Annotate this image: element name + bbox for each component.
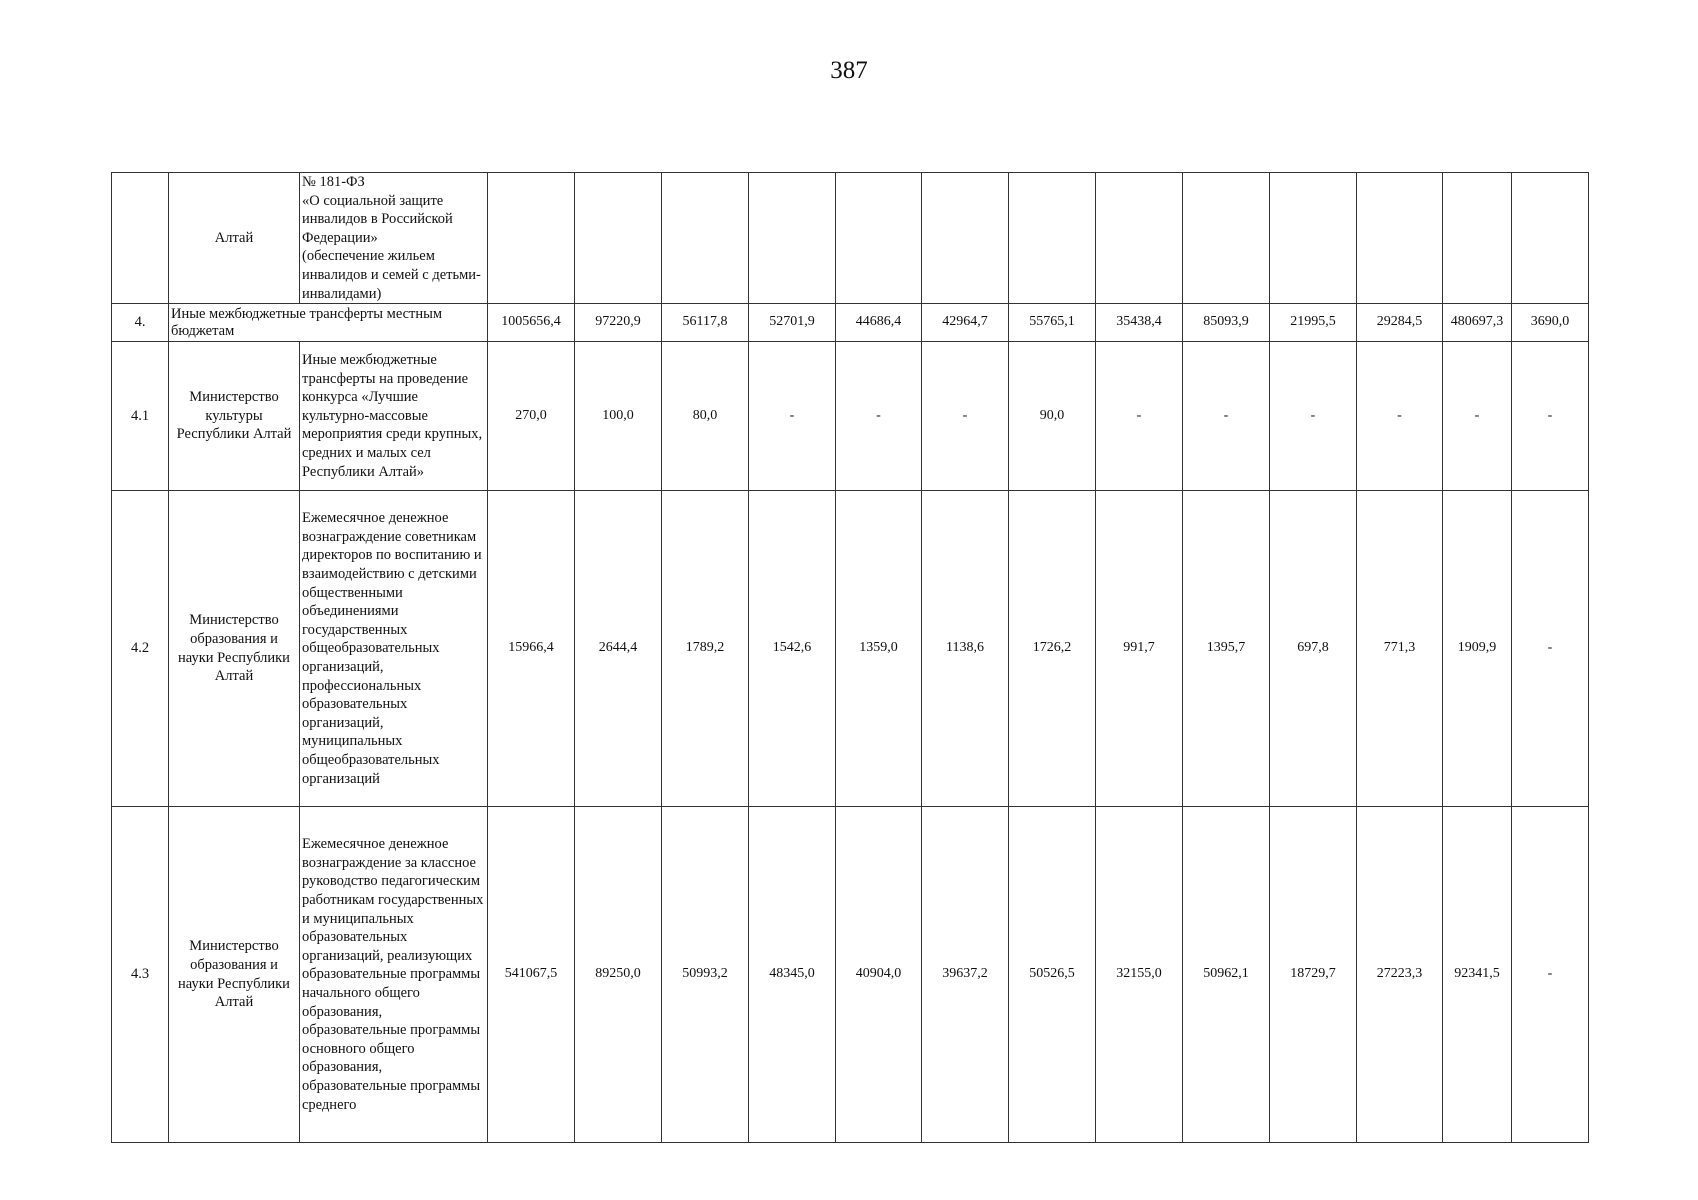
value-cell: - <box>749 342 836 491</box>
value-cell: - <box>922 342 1009 491</box>
value-cell: 55765,1 <box>1009 304 1096 342</box>
value-cell: 991,7 <box>1096 491 1183 807</box>
value-cell: 1789,2 <box>662 491 749 807</box>
value-cell: 541067,5 <box>488 807 575 1143</box>
description-cell: № 181-ФЗ «О социальной защите инвалидов в Российской Федерации» (обеспечение жильем инвалидов и семей с детьми-инвалидами) <box>300 173 488 304</box>
value-cell: 27223,3 <box>1357 807 1443 1143</box>
value-cell: 21995,5 <box>1270 304 1357 342</box>
table-row-4-3 <box>112 807 1589 1143</box>
value-cell <box>1096 173 1183 304</box>
value-cell: 32155,0 <box>1096 807 1183 1143</box>
value-cell: 270,0 <box>488 342 575 491</box>
value-cell: - <box>1443 342 1512 491</box>
value-cell: 771,3 <box>1357 491 1443 807</box>
value-cell: 80,0 <box>662 342 749 491</box>
value-cell: 3690,0 <box>1512 304 1589 342</box>
value-cell: 50962,1 <box>1183 807 1270 1143</box>
value-cell: 480697,3 <box>1443 304 1512 342</box>
value-cell: - <box>1270 342 1357 491</box>
value-cell: 697,8 <box>1270 491 1357 807</box>
value-cell: 92341,5 <box>1443 807 1512 1143</box>
ministry-cell: Министерство образования и науки Республики Алтай <box>169 491 300 807</box>
value-cell: 97220,9 <box>575 304 662 342</box>
row-number: 4.3 <box>112 807 169 1143</box>
description-cell: Ежемесячное денежное вознаграждение за классное руководство педагогическим работникам государственных и муниципальных образовательных организаций, реализующих образовательные программы начального общего образования, образовательные программы основного общего образования, образовательные программы среднего <box>300 807 488 1143</box>
ministry-cell: Министерство культуры Республики Алтай <box>169 342 300 491</box>
value-cell: 29284,5 <box>1357 304 1443 342</box>
value-cell: 85093,9 <box>1183 304 1270 342</box>
value-cell <box>836 173 922 304</box>
value-cell: 1726,2 <box>1009 491 1096 807</box>
value-cell: 35438,4 <box>1096 304 1183 342</box>
row-number: 4.2 <box>112 491 169 807</box>
value-cell: 100,0 <box>575 342 662 491</box>
value-cell: 1395,7 <box>1183 491 1270 807</box>
value-cell: 1138,6 <box>922 491 1009 807</box>
value-cell: - <box>1357 342 1443 491</box>
row-number <box>112 173 169 304</box>
value-cell <box>575 173 662 304</box>
value-cell: 56117,8 <box>662 304 749 342</box>
value-cell <box>922 173 1009 304</box>
table-row-4-2 <box>112 491 1589 807</box>
page-number: 387 <box>830 57 868 84</box>
value-cell: 15966,4 <box>488 491 575 807</box>
table-row-continued <box>112 173 1589 304</box>
row-title: Иные межбюджетные трансферты местным бюджетам <box>169 304 488 342</box>
value-cell: - <box>1512 342 1589 491</box>
description-cell: Иные межбюджетные трансферты на проведение конкурса «Лучшие культурно-массовые мероприятия среди крупных, средних и малых сел Республики Алтай» <box>300 342 488 491</box>
value-cell <box>1443 173 1512 304</box>
value-cell: 52701,9 <box>749 304 836 342</box>
value-cell: 42964,7 <box>922 304 1009 342</box>
value-cell: - <box>1512 807 1589 1143</box>
value-cell: 1542,6 <box>749 491 836 807</box>
value-cell <box>749 173 836 304</box>
value-cell <box>1183 173 1270 304</box>
value-cell <box>1009 173 1096 304</box>
value-cell <box>662 173 749 304</box>
value-cell <box>1357 173 1443 304</box>
value-cell: 1909,9 <box>1443 491 1512 807</box>
value-cell: 1005656,4 <box>488 304 575 342</box>
value-cell: 1359,0 <box>836 491 922 807</box>
table-row-4-1 <box>112 342 1589 491</box>
budget-table <box>111 172 1589 1143</box>
row-number: 4.1 <box>112 342 169 491</box>
value-cell: 39637,2 <box>922 807 1009 1143</box>
value-cell: 90,0 <box>1009 342 1096 491</box>
value-cell: - <box>1183 342 1270 491</box>
value-cell: 89250,0 <box>575 807 662 1143</box>
table-row-4 <box>112 304 1589 342</box>
value-cell <box>488 173 575 304</box>
value-cell: 40904,0 <box>836 807 922 1143</box>
value-cell: 50993,2 <box>662 807 749 1143</box>
table-body <box>112 173 1589 1143</box>
value-cell: - <box>1096 342 1183 491</box>
ministry-cell: Алтай <box>169 173 300 304</box>
row-number: 4. <box>112 304 169 342</box>
description-cell: Ежемесячное денежное вознаграждение советникам директоров по воспитанию и взаимодействию с детскими общественными объединениями государственных общеобразовательных организаций, профессиональных образовательных организаций, муниципальных общеобразовательных организаций <box>300 491 488 807</box>
value-cell <box>1270 173 1357 304</box>
value-cell: 48345,0 <box>749 807 836 1143</box>
value-cell: 44686,4 <box>836 304 922 342</box>
ministry-cell: Министерство образования и науки Республики Алтай <box>169 807 300 1143</box>
value-cell: - <box>836 342 922 491</box>
value-cell: 2644,4 <box>575 491 662 807</box>
value-cell <box>1512 173 1589 304</box>
value-cell: - <box>1512 491 1589 807</box>
value-cell: 50526,5 <box>1009 807 1096 1143</box>
value-cell: 18729,7 <box>1270 807 1357 1143</box>
